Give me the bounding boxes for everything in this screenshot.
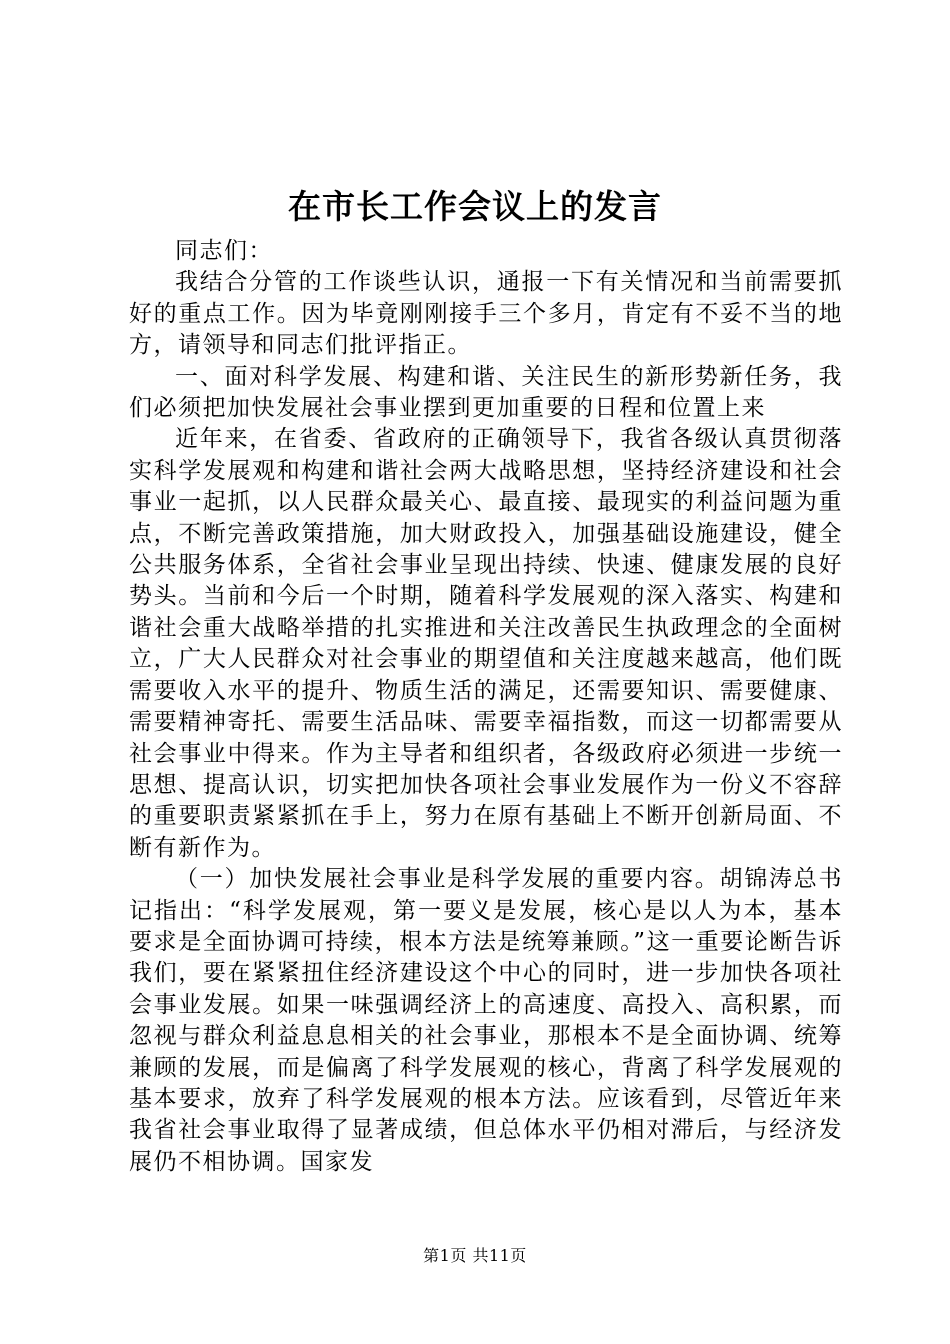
salutation-paragraph: 同志们： [175, 238, 273, 264]
document-title: 在市长工作会议上的发言 [288, 187, 662, 226]
intro-paragraph: 我结合分管的工作谈些认识，通报一下有关情况和当前需要抓好的重点工作。因为毕竟刚刚接手三个多月，肯定有不妥不当的地方，请领导和同志们批评指正。 [129, 269, 843, 359]
body-paragraph: 近年来，在省委、省政府的正确领导下，我省各级认真贯彻落实科学发展观和构建和谐社会两大战略思想，坚持经济建设和社会事业一起抓，以人民群众最关心、最直接、最现实的利益问题为重点，不断完善政策措施，加大财政投入，加强基础设施建设，健全公共服务体系，全省社会事业呈现出持续、快速、健康发展的良好势头。当前和今后一个时期，随着科学发展观的深入落实、构建和谐社会重大战略举措的扎实推进和关注改善民生执政理念的全面树立，广大人民群众对社会事业的期望值和关注度越来越高，他们既需要收入水平的提升、物质生活的满足，还需要知识、需要健康、需要精神寄托、需要生活品味、需要幸福指数，而这一切都需要从社会事业中得来。作为主导者和组织者，各级政府必须进一步统一思想、提高认识，切实把加快各项社会事业发展作为一份义不容辞的重要职责紧紧抓在手上，努力在原有基础上不断开创新局面、不断有新作为。 [129, 426, 843, 861]
page-footer: 第1页 共11页 [423, 1246, 527, 1265]
section-heading-1: 一、面对科学发展、构建和谐、关注民生的新形势新任务，我们必须把加快发展社会事业摆到更加重要的日程和位置上来 [129, 363, 843, 422]
subsection-paragraph-1: （一）加快发展社会事业是科学发展的重要内容。胡锦涛总书记指出：“科学发展观，第一要义是发展，核心是以人为本，基本要求是全面协调可持续，根本方法是统筹兼顾。”这一重要论断告诉我们，要在紧紧扭住经济建设这个中心的同时，进一步加快各项社会事业发展。如果一味强调经济上的高速度、高投入、高积累，而忽视与群众利益息息相关的社会事业，那根本不是全面协调、统筹兼顾的发展，而是偏离了科学发展观的核心，背离了科学发展观的基本要求，放弃了科学发展观的根本方法。应该看到，尽管近年来我省社会事业取得了显著成绩，但总体水平仍相对滞后，与经济发展仍不相协调。国家发 [129, 866, 843, 1175]
document-body [129, 236, 843, 1178]
